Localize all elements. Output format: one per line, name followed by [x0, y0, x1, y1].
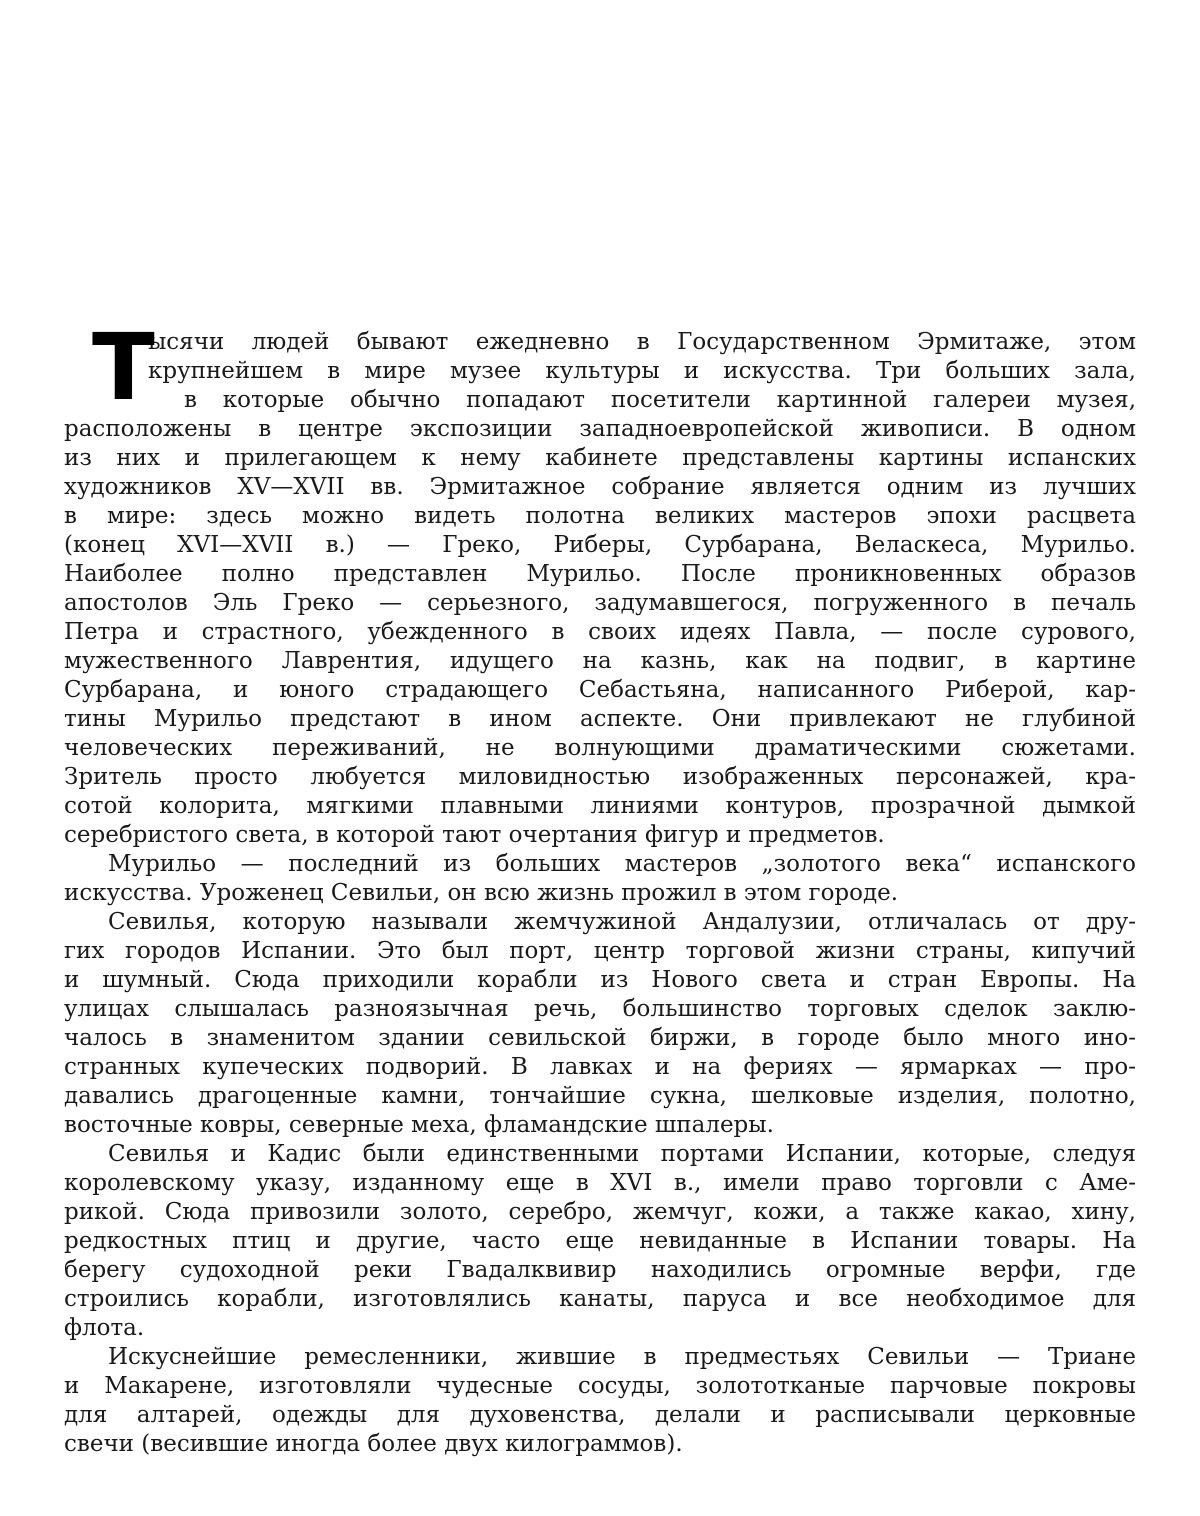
text-line: берегу судоходной реки Гвадалквивир находились огромные верфи, где — [64, 1257, 1136, 1283]
text-line: из них и прилегающем к нему кабинете представлены картины испанских — [64, 445, 1136, 471]
text-line: апостолов Эль Греко — серьезного, задумавшегося, погруженного в печаль — [64, 590, 1136, 616]
text-line: Севилья, которую называли жемчужиной Андалузии, отличалась от дру- — [108, 909, 1136, 935]
text-line: восточные ковры, северные меха, фламандские шпалеры. — [64, 1112, 774, 1138]
text-line: редкостных птиц и другие, часто еще невиданные в Испании товары. На — [64, 1228, 1136, 1254]
text-line: гих городов Испании. Это был порт, центр торговой жизни страны, кипучий — [64, 938, 1136, 964]
text-line: королевскому указу, изданному еще в XVI в., имели право торговли с Аме- — [64, 1170, 1136, 1196]
text-line: чалось в знаменитом здании севильской биржи, в городе было много ино- — [64, 1025, 1136, 1051]
text-line: (конец XVI—XVII в.) — Греко, Риберы, Сурбарана, Веласкеса, Мурильо. — [64, 532, 1136, 558]
text-line: флота. — [64, 1315, 145, 1341]
text-line: человеческих переживаний, не волнующими драматическими сюжетами. — [64, 735, 1136, 761]
text-line: улицах слышалась разноязычная речь, большинство торговых сделок заклю- — [64, 996, 1136, 1022]
text-line: сотой колорита, мягкими плавными линиями контуров, прозрачной дымкой — [64, 793, 1136, 819]
text-line: Искуснейшие ремесленники, жившие в предместьях Севильи — Триане — [108, 1344, 1136, 1370]
text-line: крупнейшем в мире музее культуры и искусства. Три больших зала, — [148, 358, 1136, 384]
text-line: Петра и страстного, убежденного в своих идеях Павла, — после сурового, — [64, 619, 1136, 645]
text-line: мужественного Лаврентия, идущего на казнь, как на подвиг, в картине — [64, 648, 1136, 674]
text-line: Мурильо — последний из больших мастеров „золотого века“ испанского — [108, 851, 1136, 877]
text-line: Зритель просто любуется миловидностью изображенных персонажей, кра- — [64, 764, 1136, 790]
text-line: рикой. Сюда привозили золото, серебро, жемчуг, кожи, а также какао, хину, — [64, 1199, 1136, 1225]
text-line: странных купеческих подворий. В лавках и на фериях — ярмарках — про- — [64, 1054, 1136, 1080]
text-line: Сурбарана, и юного страдающего Себастьяна, написанного Риберой, кар- — [64, 677, 1136, 703]
text-line: Севилья и Кадис были единственными портами Испании, которые, следуя — [108, 1141, 1136, 1167]
text-line: искусства. Уроженец Севильи, он всю жизнь прожил в этом городе. — [64, 880, 899, 906]
text-line: в которые обычно попадают посетители картинной галереи музея, — [184, 387, 1136, 413]
text-line: тины Мурильо предстают в ином аспекте. Они привлекают не глубиной — [64, 706, 1136, 732]
text-line: свечи (весившие иногда более двух килограммов). — [64, 1431, 683, 1457]
text-line: давались драгоценные камни, тончайшие сукна, шелковые изделия, полотно, — [64, 1083, 1136, 1109]
text-line: для алтарей, одежды для духовенства, делали и расписывали церковные — [64, 1402, 1136, 1428]
text-line: серебристого света, в которой тают очертания фигур и предметов. — [64, 822, 885, 848]
drop-cap-letter: Т — [92, 314, 155, 421]
text-line: расположены в центре экспозиции западноевропейской живописи. В одном — [64, 416, 1136, 442]
text-line: и шумный. Сюда приходили корабли из Нового света и стран Европы. На — [64, 967, 1136, 993]
text-line: строились корабли, изготовлялись канаты, паруса и все необходимое для — [64, 1286, 1136, 1312]
article-text — [64, 314, 1136, 1459]
text-line: и Макарене, изготовляли чудесные сосуды, золототканые парчовые покровы — [64, 1373, 1136, 1399]
text-line: ысячи людей бывают ежедневно в Государственном Эрмитаже, этом — [148, 329, 1136, 355]
text-line: Наиболее полно представлен Мурильо. После проникновенных образов — [64, 561, 1136, 587]
text-line: художников XV—XVII вв. Эрмитажное собрание является одним из лучших — [64, 474, 1136, 500]
text-line: в мире: здесь можно видеть полотна великих мастеров эпохи расцвета — [64, 503, 1136, 529]
